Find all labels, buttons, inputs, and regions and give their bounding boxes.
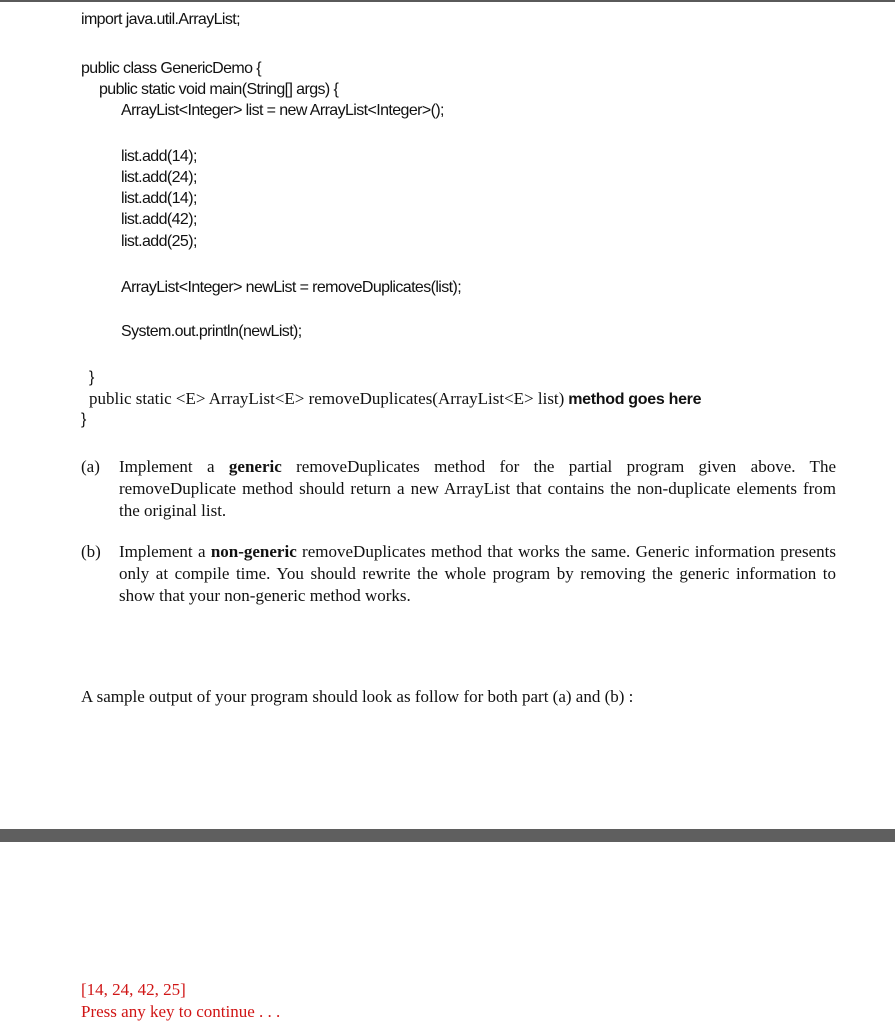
code-line-close-class: } — [81, 411, 86, 428]
console-result: [14, 24, 42, 25] — [81, 980, 186, 999]
question-a-pre: Implement a — [119, 457, 229, 476]
code-line-print: System.out.println(newList); — [121, 323, 302, 340]
code-line-add: list.add(25); — [121, 233, 197, 250]
code-line-newlist: ArrayList<Integer> newList = removeDuplicates(list); — [121, 279, 462, 296]
question-a-text — [119, 456, 836, 522]
code-line-import: import java.util.ArrayList; — [81, 11, 240, 28]
code-line-add: list.add(14); — [121, 190, 197, 207]
console-prompt: Press any key to continue . . . — [81, 1002, 281, 1021]
code-line-main: public static void main(String[] args) { — [99, 81, 339, 98]
question-b-bold: non-generic — [210, 542, 297, 561]
sample-output-text: A sample output of your program should look as follow for both part (a) and (b) : — [81, 687, 634, 706]
code-line-add: list.add(42); — [121, 211, 197, 228]
code-block — [0, 0, 702, 428]
method-signature: public static <E> ArrayList<E> removeDuplicates(ArrayList<E> list) — [89, 389, 565, 408]
top-border — [0, 0, 895, 2]
question-b-label: (b) — [81, 542, 101, 561]
question-b-post: removeDuplicates method that works the same. Generic information presents only at compile time. You should rewrite the whole program by removing the generic information to show that your non-generic method works. — [119, 542, 836, 605]
code-line-close-main: } — [89, 369, 94, 386]
separator-bar — [0, 829, 895, 842]
question-a-post: removeDuplicates method for the partial program given above. The removeDuplicate method should return a new ArrayList that contains the non-duplicate elements from the original list. — [119, 457, 836, 520]
question-b-text — [119, 541, 836, 607]
code-line-method — [89, 389, 701, 410]
code-line-add: list.add(24); — [121, 169, 197, 186]
code-line-list-decl: ArrayList<Integer> list = new ArrayList<Integer>(); — [121, 102, 444, 119]
console-output — [81, 979, 280, 1023]
method-note: method goes here — [568, 391, 702, 408]
question-b-pre: Implement a — [119, 542, 211, 561]
code-line-class: public class GenericDemo { — [81, 60, 262, 77]
question-a-bold: generic — [228, 457, 282, 476]
question-a-label: (a) — [81, 457, 100, 476]
code-line-add: list.add(14); — [121, 148, 197, 165]
